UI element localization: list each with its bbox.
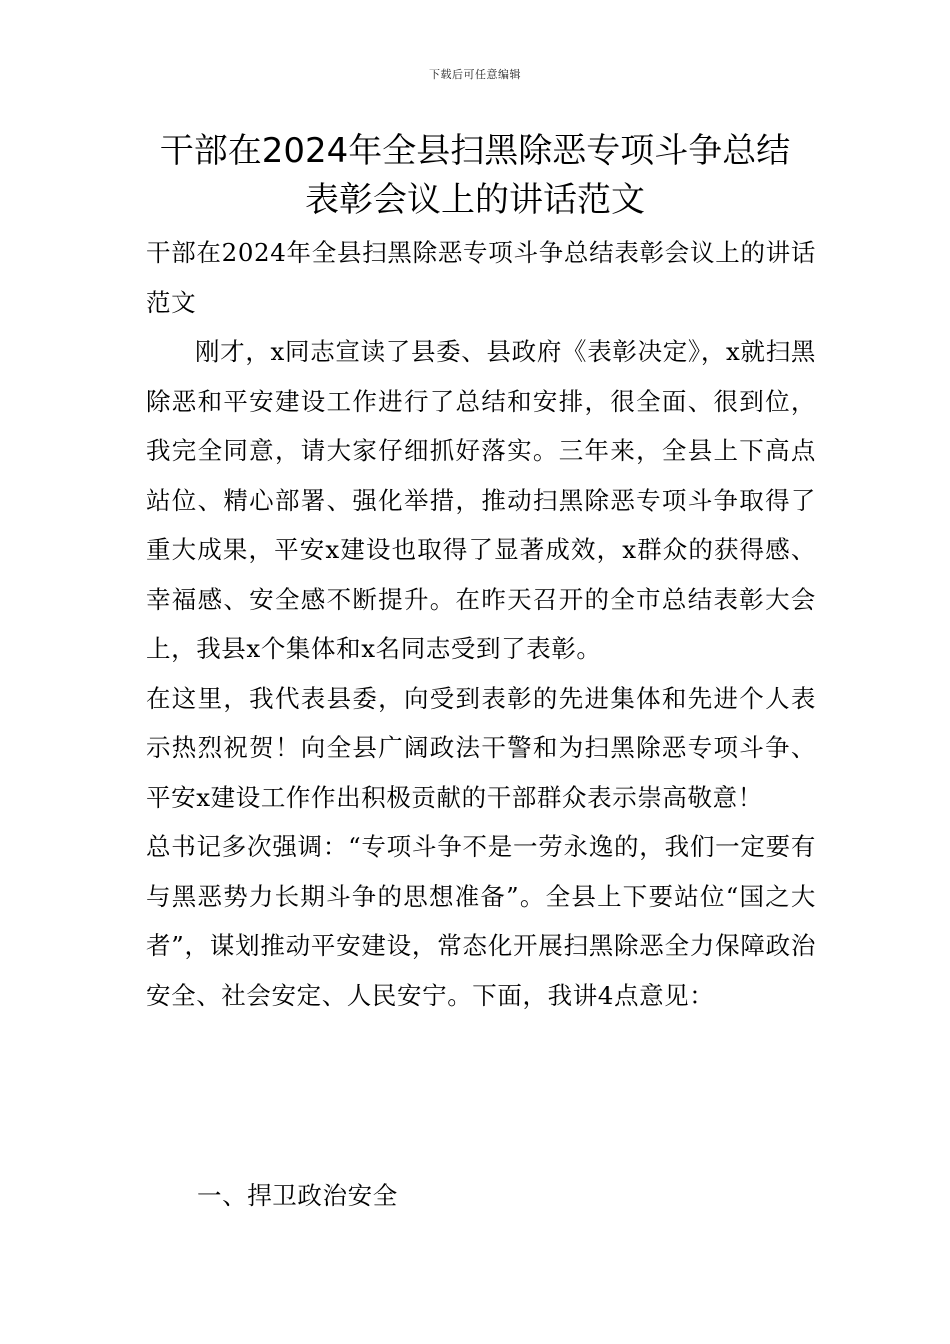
subtitle-paragraph: 干部在2024年全县扫黑除恶专项斗争总结表彰会议上的讲话范文 <box>146 238 816 317</box>
congratulations-paragraph: 在这里，我代表县委，向受到表彰的先进集体和先进个人表示热烈祝贺！向全县广阔政法干警和为扫黑除恶专项斗争、平安x建设工作作出积极贡献的干部群众表示崇高敬意！ <box>146 683 816 812</box>
document-body <box>146 228 816 1020</box>
title-line-2: 表彰会议上的讲话范文 <box>305 180 645 220</box>
page-title <box>100 127 850 225</box>
title-line-1: 干部在2024年全县扫黑除恶专项斗争总结 <box>159 131 791 171</box>
intro-paragraph: 刚才，x同志宣读了县委、县政府《表彰决定》，x就扫黑除恶和平安建设工作进行了总结和安排，很全面、很到位，我完全同意，请大家仔细抓好落实。三年来，全县上下高点站位、精心部署、强化举措，推动扫黑除恶专项斗争取得了重大成果，平安x建设也取得了显著成效，x群众的获得感、幸福感、安全感不断提升。在昨天召开的全市总结表彰大会上，我县x个集体和x名同志受到了表彰。 <box>146 337 816 663</box>
header-note: 下载后可任意编辑 <box>429 68 521 81</box>
quote-paragraph: 总书记多次强调：“专项斗争不是一劳永逸的，我们一定要有与黑恶势力长期斗争的思想准备”。全县上下要站位“国之大者”，谋划推动平安建设，常态化开展扫黑除恶全力保障政治安全、社会安定、人民安宁。下面，我讲4点意见： <box>146 832 816 1010</box>
section-heading: 一、捍卫政治安全 <box>197 1181 398 1210</box>
